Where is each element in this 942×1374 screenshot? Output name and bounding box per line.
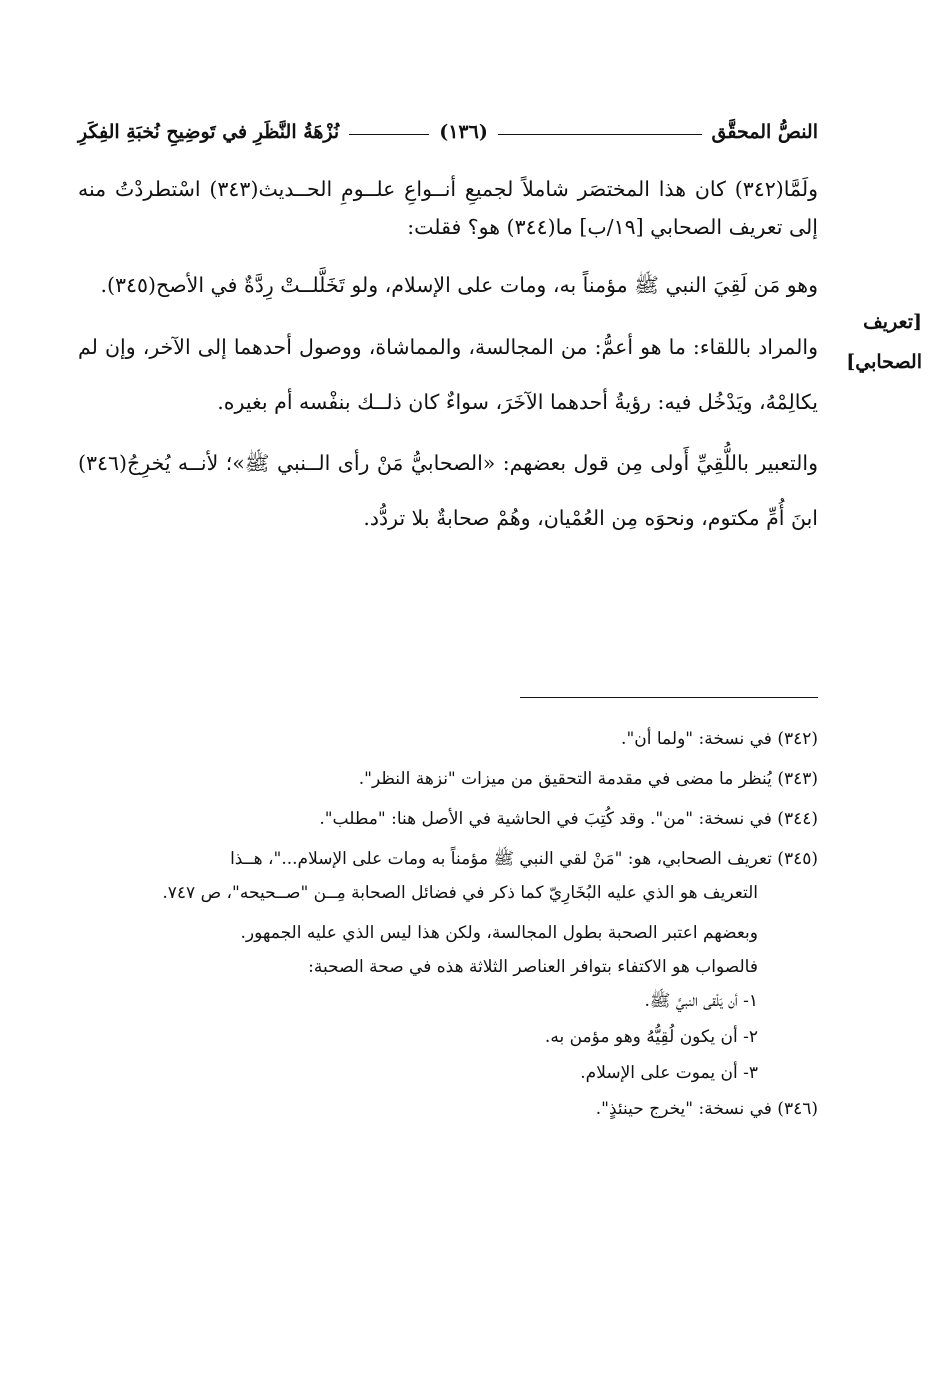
footnote-list-item: ٢- أن يكون لُقِيُّهُ وهو مؤمن به. — [544, 1027, 758, 1047]
footnote: (٣٤٤) في نسخة: "من". وقد كُتِبَ في الحاشية في الأصل هنا: "مطلب". — [319, 809, 818, 829]
footnote: (٣٤٢) في نسخة: "ولما أن". — [621, 729, 818, 749]
page-number: (١٣٦) — [439, 121, 488, 143]
margin-note: [تعريف الصحابي] — [846, 311, 922, 373]
footnote: (٣٤٣) يُنظر ما مضى في مقدمة التحقيق من ميزات "نزهة النظر". — [358, 769, 818, 789]
footnote: (٣٤٦) في نسخة: "يخرج حينئذٍ". — [595, 1099, 818, 1119]
page-header — [78, 112, 818, 152]
main-text — [78, 170, 818, 546]
footnote-list-item: ١- أن يَلْقى النبيَّ ﷺ. — [644, 991, 758, 1011]
section-title: النصُّ المحقَّق — [711, 121, 818, 143]
header-rule — [349, 134, 429, 135]
paragraph: ولَمَّا(٣٤٢) كان هذا المختصَر شاملاً لجميعِ أنــواعِ علــومِ الحــديث(٣٤٣) اسْتطردْتُ منه إلى تعريف الصحابي [١٩/ب] ما(٣٤٤) هو؟ فقلت: — [78, 177, 818, 239]
header-rule — [498, 134, 702, 135]
footnote: (٣٤٥) تعريف الصحابي، هو: "مَنْ لقي النبي ﷺ مؤمناً به ومات على الإسلام..."، هــذا — [230, 849, 818, 869]
paragraph: والتعبير باللُّقِيِّ أَولى مِن قول بعضهم: «الصحابيُّ مَنْ رأى الــنبي ﷺ»؛ لأنــه يُخرِجُ(٣٤٦) ابنَ أُمِّ مكتوم، ونحوَه مِن العُمْيان، وهُمْ صحابةٌ بلا تردُّد. — [78, 451, 818, 530]
paragraph: وهو مَن لَقِيَ النبي ﷺ مؤمناً به، ومات على الإسلام، ولو تَخَلَّلــتْ رِدَّةٌ في الأصح(٣٤٥). — [100, 273, 818, 297]
footnote-list-item: ٣- أن يموت على الإسلام. — [580, 1063, 758, 1083]
paragraph: والمراد باللقاء: ما هو أعمُّ: من المجالسة، والمماشاة، ووصول أحدهما إلى الآخر، وإن لم يكالِمْهُ، ويَدْخُل فيه: رؤيةُ أحدهما الآخَرَ، سواءٌ كان ذلــك بنفْسه أم بغيره. — [78, 335, 818, 414]
footnote-separator — [520, 697, 818, 698]
footnotes — [78, 722, 818, 1132]
footnote-continuation: فالصواب هو الاكتفاء بتوافر العناصر الثلاثة هذه في صحة الصحبة: — [308, 957, 758, 977]
book-title: نُزْهَةُ النَّظَرِ في تَوضِيحِ نُخبَةِ الفِكَرِ — [78, 121, 340, 143]
footnote-continuation: التعريف هو الذي عليه البُخَارِيّ كما ذكر في فضائل الصحابة مِــن "صــحيحه"، ص ٧٤٧. — [162, 883, 758, 903]
footnote-continuation: وبعضهم اعتبر الصحبة بطول المجالسة، ولكن هذا ليس الذي عليه الجمهور. — [240, 923, 758, 943]
